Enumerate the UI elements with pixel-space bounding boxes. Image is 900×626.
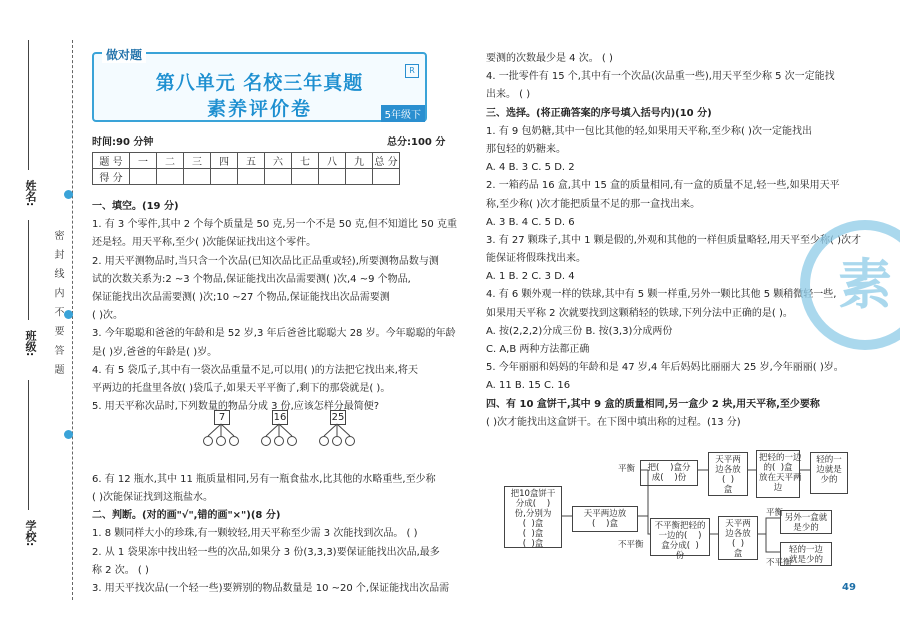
number-box: 16: [273, 412, 287, 423]
grade-tag: 5年级下: [381, 105, 425, 122]
question-line: 1. 有 9 包奶糖,其中一包比其他的轻,如果用天平称,至少称( )次一定能找出: [486, 125, 812, 137]
question-line: 4. 有 6 颗外观一样的铁球,其中有 5 颗一样重,另外一颗比其他 5 颗稍微轻一些,: [486, 289, 837, 301]
question-line: 平两边的托盘里各放( )袋瓜子,如果天平平衡了,剩下的那袋就是( )。: [92, 382, 391, 394]
flow-start-box: 把10盒饼干 分成( ) 份,分别为 ( )盒 ( )盒 ( )盒: [504, 486, 562, 548]
seal-line: [72, 40, 73, 600]
brand-logo: 做对题: [102, 46, 146, 63]
split-diagrams: [200, 410, 380, 450]
question-line: 5. 今年丽丽和妈妈的年龄和是 47 岁,4 年后妈妈比丽丽大 25 岁,今年丽丽( )岁。: [486, 362, 844, 374]
class-label: 班级:: [24, 330, 37, 357]
balanced-label: 平衡: [618, 464, 636, 474]
score-input-cell[interactable]: [157, 169, 184, 185]
page-subtitle: 素养评价卷: [206, 98, 312, 120]
left-column: [92, 200, 457, 600]
question-line: ( )次才能找出这盒饼干。在下图中填出称的过程。(13 分): [486, 416, 741, 428]
total-label: 总分:100 分: [387, 137, 446, 148]
question-line: 那包轻的奶糖来。: [486, 143, 566, 155]
question-line: 1. 8 颗同样大小的珍珠,有一颗较轻,用天平称至少需 3 次能找到次品。 ( ): [92, 528, 418, 540]
answer-circle[interactable]: [287, 436, 297, 446]
page-number: 49: [842, 582, 856, 593]
answer-circle[interactable]: [274, 436, 284, 446]
score-header-cell: 三: [184, 153, 211, 169]
flow-top-result-box: 轻的一 边就是 少的: [810, 452, 848, 494]
seal-dot: [64, 430, 73, 439]
section-heading: 一、填空。(19 分): [92, 201, 179, 212]
answer-circle[interactable]: [203, 436, 213, 446]
score-header-cell: 一: [130, 153, 157, 169]
score-header-cell: 五: [238, 153, 265, 169]
score-header-cell: 二: [157, 153, 184, 169]
score-header-cell: 七: [292, 153, 319, 169]
flow-top-light-box: 把轻的一边 的( )盒 放在天平两 边: [756, 450, 800, 498]
score-input-cell[interactable]: [373, 169, 400, 185]
flow-bottom-weigh-box: 天平两 边各放 ( ) 盒: [718, 516, 758, 560]
score-input-cell[interactable]: [184, 169, 211, 185]
answer-circle[interactable]: [229, 436, 239, 446]
unbalanced-label: 不平衡: [618, 540, 644, 550]
question-line: 4. 有 5 袋瓜子,其中有一袋次品重量不足,可以用( )的方法把它找出来,将天: [92, 364, 418, 376]
question-line: A. 1 B. 2 C. 3 D. 4: [486, 271, 575, 283]
name-underline: [28, 40, 29, 170]
question-line: 2. 从 1 袋果冻中找出轻一些的次品,如果分 3 份(3,3,3)要保证能找出次品,最多: [92, 546, 440, 558]
score-row-label: 得 分: [93, 169, 130, 185]
question-line: 2. 用天平测物品时,当只含一个次品(已知次品比正品重或轻),所要测物品数与测: [92, 255, 439, 267]
question-line: A. 4 B. 3 C. 5 D. 2: [486, 162, 575, 174]
question-line: 3. 今年聪聪和爸爸的年龄和是 52 岁,3 年后爸爸比聪聪大 28 岁。今年聪聪的年龄: [92, 328, 456, 340]
time-label: 时间:90 分钟: [92, 137, 154, 148]
score-header-cell: 总 分: [373, 153, 400, 169]
edition-badge: R: [405, 64, 419, 78]
balanced-label-2: 平衡: [766, 508, 784, 518]
question-line: ( )次能保证找到这瓶盐水。: [92, 492, 213, 503]
flow-bottom-split-box: 不平衡把轻的 一边的( ) 盒分成( ) 份: [650, 518, 710, 556]
answer-circle[interactable]: [345, 436, 355, 446]
seal-dot: [64, 310, 73, 319]
question-line: A. 11 B. 15 C. 16: [486, 380, 571, 392]
question-line: 能保证将假珠找出来。: [486, 253, 586, 265]
question-line: A. 3 B. 4 C. 5 D. 6: [486, 216, 575, 228]
question-line: 6. 有 12 瓶水,其中 11 瓶质量相同,另有一瓶食盐水,比其他的水略重些,至少称: [92, 473, 436, 485]
question-line: 3. 有 27 颗珠子,其中 1 颗是假的,外观和其他的一样但质量略轻,用天平至少称( )次才: [486, 234, 862, 246]
score-header-cell: 四: [211, 153, 238, 169]
score-input-cell[interactable]: [130, 169, 157, 185]
question-line: C. A,B 两种方法都正确: [486, 344, 590, 355]
question-line: 2. 一箱药品 16 盒,其中 15 盒的质量相同,有一盒的质量不足,轻一些,如果用天平: [486, 180, 840, 192]
score-header-cell: 八: [319, 153, 346, 169]
page-header: [92, 48, 427, 122]
question-line: 是( )岁,爸爸的年龄是( )岁。: [92, 346, 218, 358]
flow-bottom-light-box: 轻的一边 就是少的: [780, 542, 832, 566]
binding-margin: [0, 0, 84, 626]
weighing-flowchart: [500, 448, 880, 578]
school-underline: [28, 380, 29, 510]
question-line: 试的次数关系为:2 ~3 个物品,保证能找出次品需要测( )次,4 ~9 个物品,: [92, 273, 411, 285]
answer-circle[interactable]: [332, 436, 342, 446]
page-title: 第八单元 名校三年真题: [155, 72, 364, 94]
answer-circle[interactable]: [216, 436, 226, 446]
question-line: A. 按(2,2,2)分成三份 B. 按(3,3)分成两份: [486, 325, 673, 337]
question-line: ( )次。: [92, 310, 123, 322]
answer-circle[interactable]: [319, 436, 329, 446]
name-label: 姓名:: [24, 180, 37, 207]
right-column: [486, 52, 866, 434]
question-line: 称,至少称( )次才能把质量不足的那一盒找出来。: [486, 198, 701, 210]
question-line: 称 2 次。 ( ): [92, 564, 149, 576]
question-line: 还是轻。用天平称,至少( )次能保证找出这个零件。: [92, 237, 317, 249]
number-box: 7: [214, 410, 230, 425]
score-input-cell[interactable]: [292, 169, 319, 185]
question-line: 3. 用天平找次品(一个轻一些)要辨别的物品数量是 10 ~20 个,保证能找出次品需: [92, 582, 450, 594]
class-underline: [28, 220, 29, 320]
score-header-cell: 九: [346, 153, 373, 169]
seal-text: 密 封 线 内 不 要 答 题: [52, 230, 63, 378]
question-line: 出来。 ( ): [486, 89, 531, 101]
question-line: 1. 有 3 个零件,其中 2 个每个质量是 50 克,另一个不是 50 克,但不知道比 50 克重: [92, 219, 457, 231]
section-heading: 三、选择。(将正确答案的序号填入括号内)(10 分): [486, 107, 712, 119]
question-line: [92, 455, 452, 473]
watermark-stamp: 素: [800, 220, 900, 350]
seal-dot: [64, 190, 73, 199]
flow-top-split-box: 把( )盒分 成( )份: [640, 460, 698, 486]
score-table: [92, 152, 400, 185]
score-input-cell[interactable]: [238, 169, 265, 185]
score-input-cell[interactable]: [319, 169, 346, 185]
flow-weigh-box: 天平两边放 ( )盒: [572, 506, 638, 532]
score-input-cell[interactable]: [346, 169, 373, 185]
score-input-cell[interactable]: [265, 169, 292, 185]
school-label: 学校:: [24, 520, 37, 547]
answer-circle[interactable]: [261, 436, 271, 446]
question-line: 如果用天平称 2 次就要找到这颗稍轻的铁球,下列分法中正确的是( )。: [486, 307, 793, 319]
question-line: 保证能找出次品需要测( )次;10 ~27 个物品,保证能找出次品需要测: [92, 291, 390, 303]
number-box: 25: [331, 412, 345, 423]
score-input-cell[interactable]: [211, 169, 238, 185]
section-heading: 二、判断。(对的画"√",错的画"×")(8 分): [92, 510, 281, 522]
flow-top-weigh-box: 天平两 边各放 ( ) 盒: [708, 452, 748, 496]
score-header-cell: 六: [265, 153, 292, 169]
question-line: 要测的次数最少是 4 次。 ( ): [486, 53, 613, 64]
section-heading: 四、有 10 盒饼干,其中 9 盒的质量相同,另一盒少 2 块,用天平称,至少要称: [486, 398, 820, 410]
question-line: 4. 一批零件有 15 个,其中有一个次品(次品重一些),用天平至少称 5 次一定能找: [486, 71, 835, 83]
unbalanced-label-2: 不平衡: [766, 558, 792, 568]
score-header-cell: 题 号: [93, 153, 130, 169]
flow-bottom-other-box: 另外一盒就 是少的: [780, 510, 832, 534]
question-line: 5. 用天平称次品时,下列数量的物品分成 3 份,应该怎样分最简便?: [92, 401, 380, 413]
